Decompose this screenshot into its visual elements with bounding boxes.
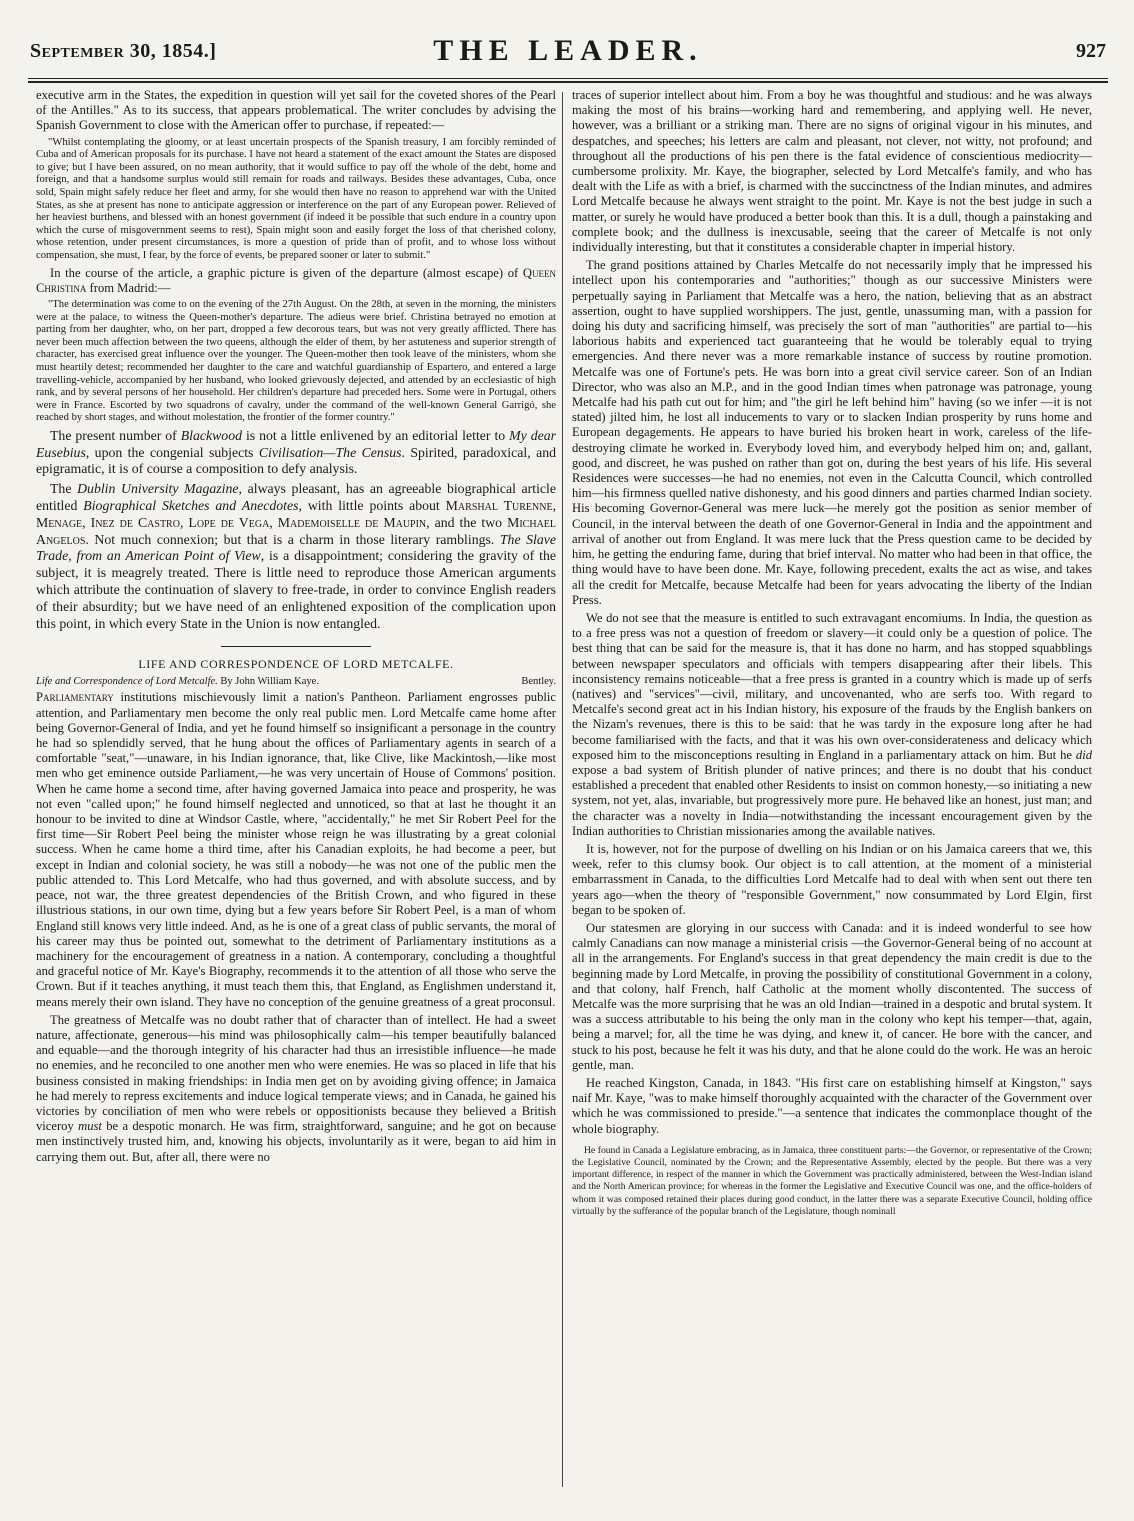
paragraph: The greatness of Metcalfe was no doubt rather that of character than of intellect. He had a sweet nature, affectionate, generous—his mind was philosophically calm—his temper beautifully balanced and equable—and the thorough integrity of his character had thus an irresistible influence—he made no enemies, and he reconciled to one another men who were enemies. He was so placed in life that his business consisted in making friendships: in India men get on by avoiding giving offence; in Jamaica he had merely to repress excitements and induce logical temperate views; and in Canada, he gained his victories by conciliation of men who were rebels or oppositionists because they believed a British viceroy must be a despotic monarch. He was firm, straightforward, sanguine; and he got on because men instinctively trusted him, and, knowing his objects, involuntarily as it were, began to aid him in carrying them out. But, after all, there were no <box>36 1012 556 1164</box>
paragraph-blackwood: The present number of Blackwood is not a little enlivened by an editorial letter to My dear Eusebius, upon the congenial subjects Civilisation—The Census. Spirited, paradoxical, and epigramatic, it is of course a composition to defy analysis. <box>36 427 556 477</box>
masthead-rule-heavy <box>28 81 1108 83</box>
article-heading: LIFE AND CORRESPONDENCE OF LORD METCALFE. <box>138 657 454 672</box>
paragraph: executive arm in the States, the expedition in question will yet sail for the coveted shores of the Pearl of the Antilles." As to its success, that appears problematical. The writer concludes by advising the Spanish Government to close with the American offer to purchase, if repeated:— <box>36 88 556 133</box>
right-column <box>572 88 1092 1218</box>
issue-date: September 30, 1854.] <box>30 40 217 62</box>
page-number: 927 <box>1076 40 1106 62</box>
footnote-quotation: He found in Canada a Legislature embracing, as in Jamaica, three constituent parts:—the Governor, or representative of the Crown; the Legislative Council, nominated by the Crown; and the Representative Assembly, elected by the people. But there was a very important difference, in respect of the manner in which the Government was practically administered, between the West-Indian island and the North American province; for whereas in the former the Legislative and Executive Council was one, and the office-holders of whom it was composed retained their places during good conduct, in the latter there was a separate Executive Council, holding office virtually by the sufferance of the popular branch of the Legislature, though nominall <box>572 1144 1092 1217</box>
paragraph: Parliamentary institutions mischievously limit a nation's Pantheon. Parliament engrosses public attention, and Parliamentary men become the only real public men. Lord Metcalfe came home after being Governor-General of India, and yet he found himself so insignificant a personage in the country he had so splendidly served, that he hung about the offices of Parliamentary agents in search of a comfortable "seat,"—unaware, in his Indian ignorance, that, like Clive, like Mackintosh,—like most men who get eminence outside Parliament,—he was very uncertain of House of Commons' position. When he came home a second time, after having governed Jamaica into peace and prosperity, he was not even "called upon;" he found himself neglected and unnoticed, so that at last he thought it an honour to be invited to dine at Windsor Castle, where, "accidentally," he met Sir Robert Peel for the first time—Sir Robert Peel being the minister whose reign he was illustrating by a great colonial success. When he came home a third time, after his Canadian exploits, he had become a peer, but except in Indian and colonial society, he was still a nobody—he was not one of the public men the public attended to. This Lord Metcalfe, who had thus governed, and with absolute success, and by peace, not war, the three greatest dependencies of the British Crown, and who figured in these illustrious stations, in our own time, dying but a few years before Sir Robert Peel, is a man of whom England still knows very little indeed. And, as he is one of a great class of public servants, the moral of his career may thus be pointed out, somewhat to the detriment of Parliamentary institutions as a machinery for the encouragement of greatness in a nation. A contemporary, concluding a thoughtful and graceful notice of Mr. Kaye's Biography, recommends it to the attention of all those who serve the Crown. But if it teaches anything, it must teach them this, that England, as Englishmen understand it, means merely their own island. They have no conception of the genuine greatness of a great proconsul. <box>36 690 556 1009</box>
paragraph: The grand positions attained by Charles Metcalfe do not necessarily imply that he impressed his intellect upon his contemporaries and "authorities;" though as our successive Ministers were perpetually saying in Parliament that Metcalfe was a hero, the nation, believing that as an abstract assertion, ought to have supplied worshippers. The just, gentle, unassuming man, with a passion for doing his duty and sacrificing himself, was precisely the sort of man "authorities" are partial to—his laborious habits and experienced tact guaranteeing that he would be tolerably equal to trying emergencies. And there never was a more remarkable instance of success by routine promotion. Metcalfe was one of Fortune's pets. He was born into a great civil service career. Son of an Indian Director, who was also an M.P., and in the good Indian times when patronage was patronage, young Metcalfe had his path cut out for him; and "the girl he left behind him" having (so we infer —it is not stated) jilted him, he lost all inducements to vary or to slacken Indian prosperity by runs home and European degagements. He appears to have buried his broken heart in work, careless of the life-destroying climate he worked in. Everybody loved him, and everybody helped him on; and, gallant, good, and discreet, he was pushed on rather than got on, during the best years of his life. His several Residences were successes—he had no enemies, not even in the Calcutta Council, which controlled him—his firmness quelled native dishonesty, and his good dinners and parties charmed Indian society. His becoming Governor-General was mere luck—he merely got the position as senior member of Council, in the interval between the death of one Governor-General in India and the appointment and arrival of another out from England. It was mere luck that the Press question came to be decided by him, he getting the enduring fame, during that brief interval. No matter who had been in that office, the thing would have to have been done. Mr. Kaye, following precedent, exalts the act as wise, and takes all the credit for Metcalfe, because Metcalfe had been for years advocating the liberty of the Indian Press. <box>572 258 1092 607</box>
quotation-christina: "The determination was come to on the evening of the 27th August. On the 28th, at seven in the morning, the ministers were at the palace, to witness the Queen-mother's departure. The adieus were brief. Christina betrayed no emotion at parting from her daughter, who, on her part, dropped a few decorous tears, but was not very greatly afflicted. There has never been much affection between the two queens, although the elder of them, by her astuteness and superior strength of character, has exercised great influence over the younger. The Queen-mother then took leave of the ministers, whom she must heartily detest; recommended her daughter to the care and watchful guardianship of Espartero, and entered a large travelling-vehicle, accompanied by her husband, who looked grievously dejected, and attended by an ecclesiastic of high rank, and by several persons of her household. Her children's departure had preceded hers. Some were in Portugal, others were in France. Escorted by two squadrons of cavalry, under the command of the well-known General Garrigó, she reached by short stages, and without molestation, the frontier of the former country." <box>36 298 556 424</box>
masthead <box>30 34 1106 80</box>
paragraph-dublin: The Dublin University Magazine, always pleasant, has an agreeable biographical article entitled Biographical Sketches and Anecdotes, with little points about Marshal Turenne, Menage, Inez de Castro, Lope de Vega, Mademoiselle de Maupin, and the two Michael Angelos. Not much connexion; but that is a charm in those literary ramblings. The Slave Trade, from an American Point of View, is a disappointment; considering the gravity of the subject, it is meagrely treated. There is little need to reproduce those American arguments which attribute the continuation of slavery to free-trade, in order to convince English readers of their absurdity; but we have need of an enlightened exposition of the complication upon this point, in which every State in the Union is now entangled. <box>36 481 557 631</box>
paragraph: He reached Kingston, Canada, in 1843. "His first care on establishing himself at Kingston," says naif Mr. Kaye, "was to make himself thoroughly acquainted with the character of the Government over which he was commissioned to preside."—a sentence that indicates the commonplace thought of the whole biography. <box>572 1076 1092 1136</box>
paragraph: traces of superior intellect about him. From a boy he was thoughtful and studious: and he was always making the most of his brains—working hard and remembering, and applying well. He never, however, was a brilliant or a striking man. There are no signs of original vigour in his minutes, and despatches, and speeches; his letters are calm and pleasant, not clever, not witty, not profound; and throughout all the productions of his pen there is the fatal evidence of conscientious mediocrity—cumbersome prolixity. Mr. Kaye, the biographer, selected by Lord Metcalfe's family, and who has dealt with the Life as with a brief, is charmed with the succinctness of the Indian minutes, and admires Lord Metcalfe because he always went straight to the point. Mr. Kaye is not the best judge in such a matter, or surely he would have produced a better book than this. It is a dull, though a painstaking and complete book; and the dullness is inexcusable, seeing that the career of Metcalfe is not only individually interesting, but that it constitutes a considerable chapter in imperial history. <box>572 88 1092 255</box>
masthead-rule <box>28 78 1108 79</box>
paragraph: In the course of the article, a graphic picture is given of the departure (almost escape) of Queen Christina from Madrid:— <box>36 265 556 295</box>
section-separator <box>221 646 371 647</box>
paragraph: Our statesmen are glorying in our success with Canada: and it is indeed wonderful to see how calmly Canadians can now manage a ministerial crisis —the Governor-General being of no account at all in the arrangements. For England's success in that great dependency the main credit is due to the beginning made by Lord Metcalfe, in proving the possibility of constitutional Government in a colony, and that colony, half French, half Catholic at the moment wholly discontented. The success of Metcalfe was the more surprising that he was an old Indian—trained in a despotic and brutal system. It was a success attributable to his being the only man in the colony who kept his temper—that, again, being a marvel; for, all the time he was dying, and knew it, of cancer. He bore with the cancer, and stuck to his post, because he felt it was his duty, and that he alone could do the work. He was an heroic gentle, man. <box>572 920 1092 1072</box>
quotation-cuba: "Whilst contemplating the gloomy, or at least uncertain prospects of the Spanish treasury, I am forcibly reminded of Cuba and of American proposals for its purchase. I have not heard a statement of the exact amount the States are disposed to give; but I have been assured, on no mean authority, that it would suffice to pay off the whole of the debt, home and foreign, and that a handsome surplus would still remain for roads and railways. Besides these advantages, Cuba, once sold, Spain might safely reduce her fleet and army, for she would then have no reason to apprehend war with the United States, as she at present has none to anticipate aggression or interference on the part of any European power. Relieved of her heaviest burthens, and blessed with an honest government (if indeed it be possible that such endure in a country upon which the curse of misgovernment seems to rest), Spain might soon and easily forget the loss of that cherished colony, whose retention, under present circumstances, is more a question of pride than of profit, and to whose loss without compensation, she must, I fear, by the force of events, be prepared sooner or later to submit." <box>36 136 556 261</box>
column-divider <box>562 92 563 1487</box>
paragraph: We do not see that the measure is entitled to such extravagant encomiums. In India, the question as to a free press was not a question of freedom or slavery—it could only be a question of police. The best thing that can be said for the measure is, that it has done no harm, and has stopped squabblings between newspaper speculators and officials with tempers disappearing after their libels. This inconsistency remains noticeable—that a free press is granted in a country which is made up of serfs (natives) and "services"—civil, military, and uncovenanted, who are serfs too. With regard to Metcalfe's second great act in his Indian history, his exposure of the frauds by the English bankers on the Nizam's revenues, there is this to be said: that he was tardy in the exposure long after he had become familiarised with the facts, and that it was his own over-considerateness and delicacy which exposed him to the misconceptions resulting in England in a parliamentary attack on him. But he did expose a bad system of British plunder of native princes; and there is no doubt that his conduct established a precedent that enabled other Residents to insist on common honesty,—so initiating a new system, not yet, alas, invariable, but progressively more pure. He behaved like an honest, just man; and the character was a novelty in India—notwithstanding the incessant encouragement given by the Indian authorities to Christian missionaries among the available natives. <box>572 610 1092 838</box>
article-subhead: Life and Correspondence of Lord Metcalfe. By John William Kaye. Bentley. <box>36 676 556 688</box>
left-column <box>36 88 556 1168</box>
newspaper-title: THE LEADER. <box>433 34 703 67</box>
paragraph: It is, however, not for the purpose of dwelling on his Indian or on his Jamaica careers that we, this week, refer to this clumsy book. Our object is to call attention, at the moment of a ministerial embarrassment in Canada, to the difficulties Lord Metcalfe had to deal with when sent out there ten years ago—when the theory of "responsible Government," now consummated by Lord Elgin, first began to be spoken of. <box>572 841 1092 917</box>
